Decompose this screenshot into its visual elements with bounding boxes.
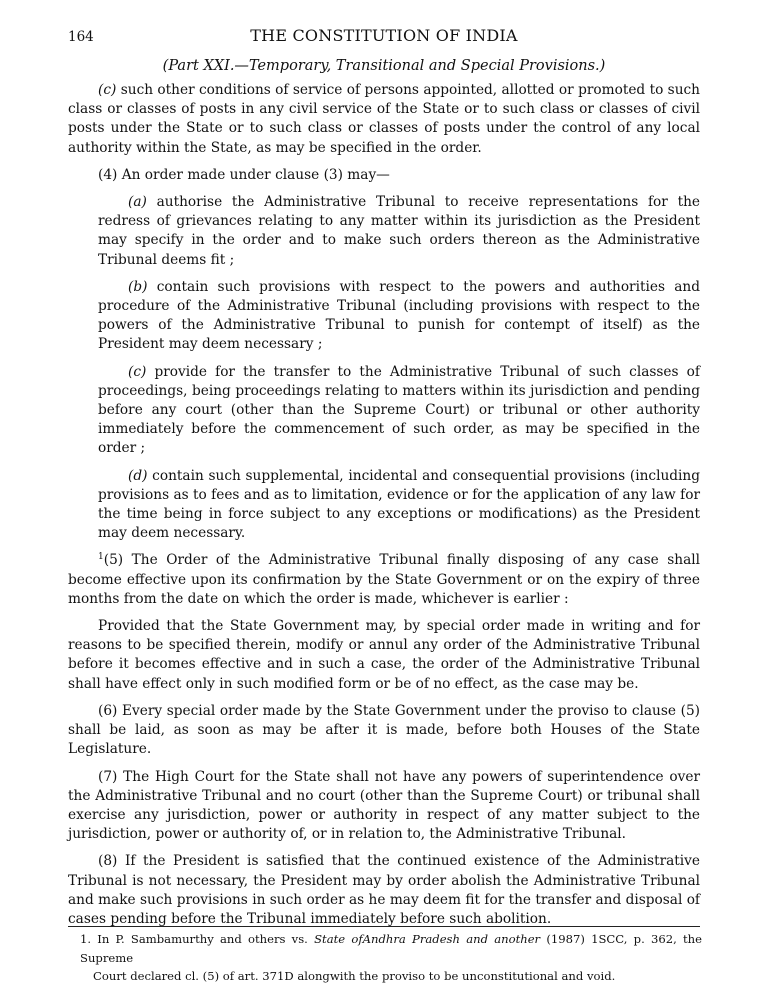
clause-label: (a) — [128, 194, 147, 211]
paragraph-clause-3-c — [68, 81, 700, 158]
paragraph-clause-6: (6) Every special order made by the State Government under the proviso to clause (5) shall be laid, as soon as may be after it is made, before both Houses of the State Legislature. — [68, 702, 700, 758]
footnote-text: (1987) 1SCC, p. 362, the Supreme — [80, 932, 702, 965]
paragraph-text: such other conditions of service of persons appointed, allotted or promoted to such class or classes of posts in any civil service of the State or to such class or classes of civil posts under the State or to such class or classes of posts under the control of any local authority within the State, as may be specified in the order. — [68, 82, 700, 156]
clause-label: (d) — [128, 467, 148, 484]
paragraph-clause-5 — [68, 551, 700, 609]
paragraph-clause-8: (8) If the President is satisfied that the continued existence of the Administrative Tribunal is not necessary, the President may by order abolish the Administrative Tribunal and make such provisions in such order as he may deem fit for the transfer and disposal of cases pending before the Tribunal immediately before such abolition. — [68, 853, 700, 927]
clause-label: (c) — [128, 363, 147, 380]
paragraph-text: (5) The Order of the Administrative Tribunal finally disposing of any case shall become effective upon its confirmation by the State Government or on the expiry of three months from the date on which the order is made, whichever is earlier : — [68, 552, 700, 607]
footnote — [80, 930, 702, 986]
paragraph-text: contain such provisions with respect to the powers and authorities and procedure of the Administrative Tribunal (including provisions with respect to the powers of the Administrative Tribunal to punish for contempt of itself) as the President may deem necessary ; — [98, 278, 700, 353]
footnote-divider — [68, 926, 700, 927]
part-title: (Part XXI.—Temporary, Transitional and Special Provisions.) — [162, 58, 606, 74]
document-body — [68, 81, 700, 937]
paragraph-text: contain such supplemental, incidental and consequential provisions (including provisions as to fees and as to limitation, evidence or for the application of any law for the time being in force subject to any exceptions or modifications) as the President may deem necessary. — [98, 467, 700, 542]
page-header — [68, 26, 700, 50]
clause-label: (b) — [128, 278, 148, 295]
running-title: THE CONSTITUTION OF INDIA — [250, 26, 518, 45]
footnote-text: In P. Sambamurthy and others vs. — [97, 932, 315, 946]
paragraph-text: provide for the transfer to the Administrative Tribunal of such classes of proceedings, being proceedings relating to matters within its jurisdiction and pending before any court (other than the Supreme Court) or tribunal or other authority immediately before the commencement of such order, as may be specified in the order ; — [98, 363, 700, 457]
paragraph-clause-4-b — [98, 278, 700, 355]
page-number: 164 — [68, 29, 94, 45]
clause-label: (c) — [98, 82, 117, 98]
paragraph-clause-4-intro: (4) An order made under clause (3) may— — [98, 166, 390, 183]
footnote-line — [80, 930, 702, 967]
paragraph-text: authorise the Administrative Tribunal to receive representations for the redress of grievances relating to any matter within its jurisdiction as the President may specify in the order and to make such orders thereon as the Administrative Tribunal deems fit ; — [98, 194, 700, 268]
footnote-continuation: Court declared cl. (5) of art. 371D alongwith the proviso to be unconstitutional and void. — [93, 969, 616, 983]
paragraph-clause-4-a — [98, 193, 700, 270]
paragraph-proviso: Provided that the State Government may, by special order made in writing and for reasons to be specified therein, modify or annul any order of the Administrative Tribunal before it becomes effective and in such a case, the order of the Administrative Tribunal shall have effect only in such modified form or be of no effect, as the case may be. — [68, 618, 700, 692]
paragraph-clause-7: (7) The High Court for the State shall not have any powers of superintendence over the Administrative Tribunal and no court (other than the Supreme Court) or tribunal shall exercise any jurisdiction, power or authority in respect of any matter subject to the jurisdiction, power or authority of, or in relation to, the Administrative Tribunal. — [68, 768, 700, 843]
footnote-number: 1. — [80, 932, 98, 946]
paragraph-clause-4-c — [98, 363, 700, 459]
footnote-case-name: State ofAndhra Pradesh and another — [314, 932, 541, 946]
footnote-reference[interactable]: 1 — [98, 552, 104, 563]
paragraph-clause-4-d — [98, 467, 700, 544]
